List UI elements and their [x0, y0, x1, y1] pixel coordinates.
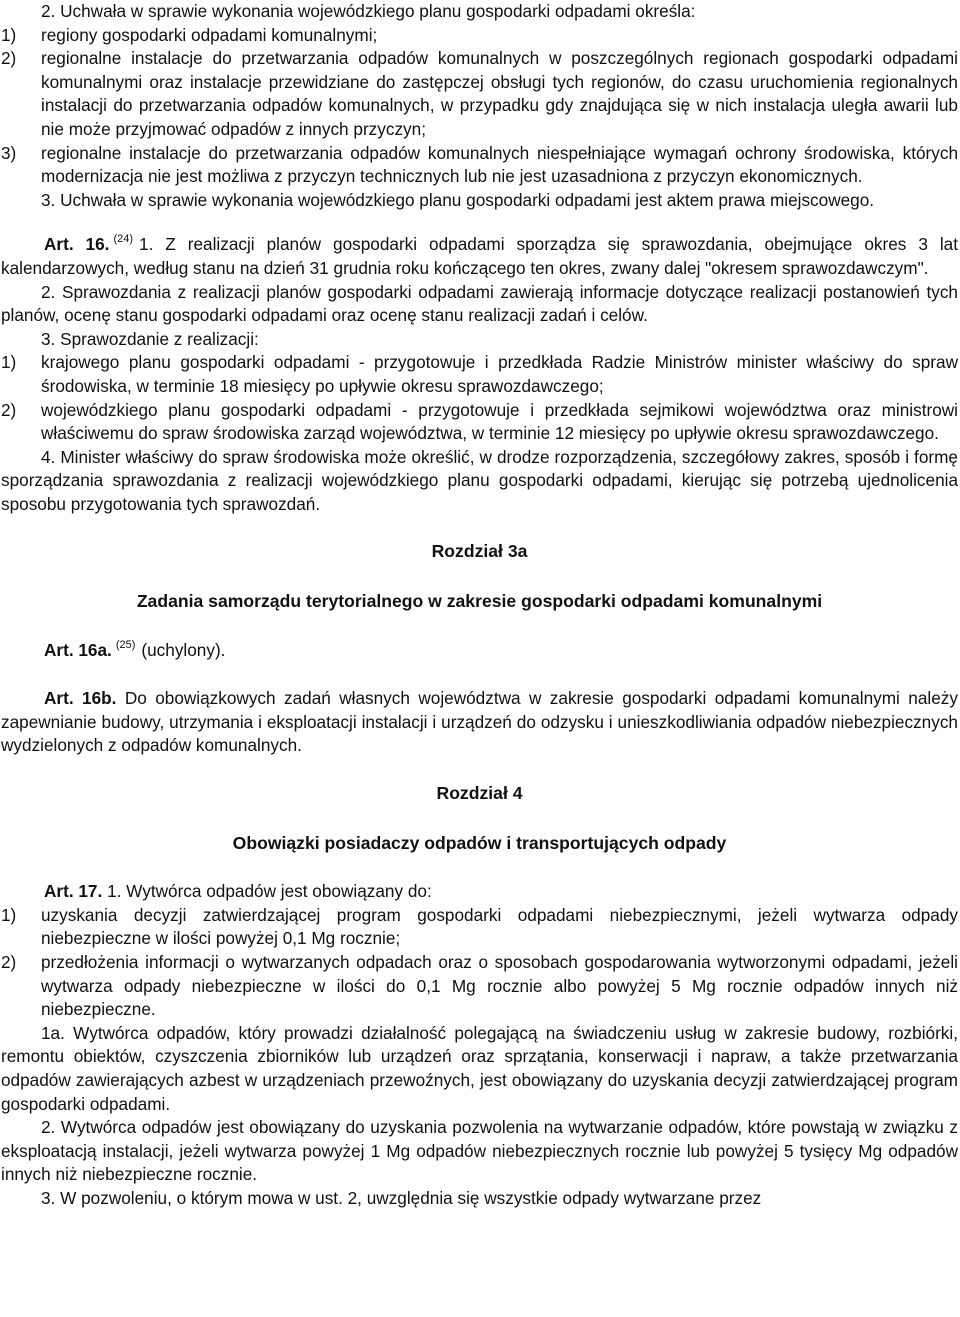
article-17-paragraph-3: 3. W pozwoleniu, o którym mowa w ust. 2, uwzględnia się wszystkie odpady wytwarzane przez [41, 1187, 762, 1208]
list-item [1, 904, 958, 951]
paragraph-text: 1. Z realizacji planów gospodarki odpadami sporządza się sprawozdania, obejmujące okres 3 lat kalendarzowych, według stanu na dzień 31 grudnia roku kończącego ten okres, zwany dalej "okresem sprawozdawczym". [1, 234, 958, 278]
article-text: Do obowiązkowych zadań własnych województwa w zakresie gospodarki odpadami komunalnymi należy zapewnianie budowy, utrzymania i eksploatacji instalacji i urządzeń do odzysku i unieszkodliwiania odpadów niebezpiecznych wydzielonych z odpadów komunalnych. [1, 688, 958, 756]
chapter-3a-subtitle: Zadania samorządu terytorialnego w zakresie gospodarki odpadami komunalnymi [136, 591, 823, 612]
list-item [1, 951, 958, 1022]
list-item [1, 351, 958, 398]
article-17-paragraph-1 [1, 880, 958, 904]
article-17-paragraph-1a: 1a. Wytwórca odpadów, który prowadzi działalność polegającą na świadczeniu usług w zakresie budowy, rozbiórki, remontu obiektów, czyszczenia zbiorników lub urządzeń oraz sprzątania, konserwacji i napraw, a także przetwarzania odpadów zawierających azbest w urządzeniach przewoźnych, jest obowiązany do uzyskania decyzji zatwierdzającej program gospodarki odpadami. [1, 1022, 958, 1114]
list-number: 1) [1, 904, 17, 925]
article-label: Art. 17. [44, 881, 103, 902]
paragraph-top-3: 3. Uchwała w sprawie wykonania wojewódzkiego planu gospodarki odpadami jest aktem prawa miejscowego. [41, 189, 875, 210]
list-number: 2) [1, 48, 17, 69]
article-label: Art. 16. [44, 234, 110, 255]
article-16-paragraph-1 [1, 233, 958, 280]
list-item [1, 24, 958, 48]
list-text: regiony gospodarki odpadami komunalnymi; [41, 24, 378, 45]
list-item [1, 47, 958, 141]
footnote-ref[interactable]: (24) [113, 233, 134, 246]
chapter-4-subtitle: Obowiązki posiadaczy odpadów i transportujących odpady [232, 832, 727, 853]
list-text: przedłożenia informacji o wytwarzanych odpadach oraz o sposobach gospodarowania wytworzonymi odpadami, jeżeli wytwarza odpady niebezpieczne w ilości do 0,1 Mg rocznie albo powyżej 5 Mg rocznie odpadów innych niż niebezpieczne. [41, 952, 958, 1020]
list-number: 3) [1, 142, 17, 163]
list-text: regionalne instalacje do przetwarzania odpadów komunalnych w poszczególnych regionach gospodarki odpadami komunalnymi oraz instalacje przewidziane do zastępczej obsługi tych regionów, do czasu uruchomienia regionalnych instalacji do przetwarzania odpadów komunalnych, w przypadku gdy znajdująca się w nich instalacja uległa awarii lub nie może przyjmować odpadów z innych przyczyn; [41, 48, 958, 139]
list-item [1, 399, 958, 446]
list-item [1, 142, 958, 189]
footnote-ref[interactable]: (25) [115, 638, 136, 651]
article-label: Art. 16a. [44, 639, 112, 660]
list-text: krajowego planu gospodarki odpadami - przygotowuje i przedkłada Radzie Ministrów minister właściwy do spraw środowiska, w terminie 18 miesięcy po upływie okresu sprawozdawczego; [41, 352, 958, 396]
list-number: 2) [1, 399, 17, 420]
chapter-3a-title: Rozdział 3a [431, 541, 528, 562]
article-17-paragraph-2: 2. Wytwórca odpadów jest obowiązany do uzyskania pozwolenia na wytwarzanie odpadów, które powstają w związku z eksploatacją instalacji, jeżeli wytwarza powyżej 1 Mg odpadów niebezpiecznych rocznie lub powyżej 5 tysięcy Mg odpadów innych niż niebezpieczne rocznie. [1, 1117, 958, 1185]
article-16-paragraph-3: 3. Sprawozdanie z realizacji: [41, 328, 259, 349]
list-number: 1) [1, 24, 17, 45]
article-16b [1, 687, 958, 758]
list-text: regionalne instalacje do przetwarzania odpadów komunalnych niespełniające wymagań ochrony środowiska, których modernizacja nie jest możliwa z przyczyn technicznych lub nie jest uzasadniona z przyczyn ekonomicznych. [41, 142, 958, 187]
article-16-paragraph-2: 2. Sprawozdania z realizacji planów gospodarki odpadami zawierają informacje dotyczące realizacji postanowień tych planów, ocenę stanu gospodarki odpadami oraz ocenę stanu realizacji zadań i celów. [1, 281, 958, 326]
list-text: wojewódzkiego planu gospodarki odpadami - przygotowuje i przedkłada sejmikowi województwa oraz ministrowi właściwemu do spraw środowiska zarząd województwa, w terminie 12 miesięcy po upływie okresu sprawozdawczego. [41, 399, 958, 444]
list-number: 2) [1, 952, 17, 972]
paragraph-text: 1. Wytwórca odpadów jest obowiązany do: [107, 881, 432, 902]
chapter-4-title: Rozdział 4 [436, 783, 523, 804]
list-text: uzyskania decyzji zatwierdzającej program gospodarki odpadami niebezpiecznymi, jeżeli wytwarza odpady niebezpieczne w ilości powyżej 0,1 Mg rocznie; [41, 904, 958, 949]
list-number: 1) [1, 352, 17, 373]
article-16-paragraph-4: 4. Minister właściwy do spraw środowiska może określić, w drodze rozporządzenia, szczegółowy zakres, sposób i formę sporządzania sprawozdania z realizacji wojewódzkiego planu gospodarki odpadami, kierując się potrzebą ujednolicenia sposobu przygotowania tych sprawozdań. [1, 446, 958, 514]
article-text: (uchylony). [141, 639, 226, 660]
paragraph-top-2: 2. Uchwała w sprawie wykonania wojewódzkiego planu gospodarki odpadami określa: [41, 1, 696, 21]
article-16a [1, 639, 958, 663]
article-label: Art. 16b. [44, 688, 117, 709]
